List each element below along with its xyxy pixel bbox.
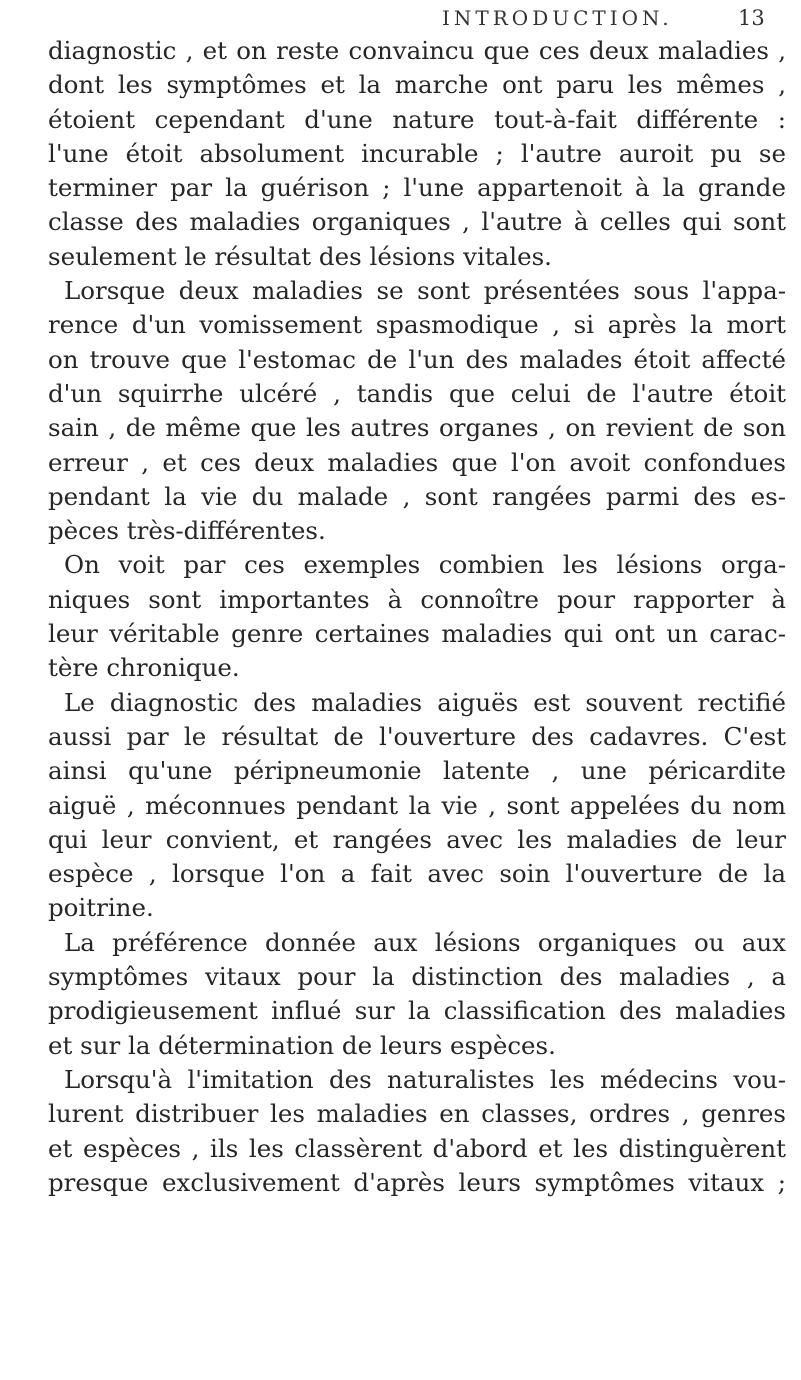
text-line: pendant la vie du malade , sont rangées parmi des es- — [48, 481, 786, 511]
text-line: espèce , lorsque l'on a fait avec soin l'ouverture de la — [48, 859, 786, 889]
text-line: erreur , et ces deux maladies que l'on avoit confondues — [48, 447, 786, 477]
text-line: classe des maladies organiques , l'autre à celles qui sont — [48, 207, 786, 237]
text-line: tère chronique. — [48, 653, 240, 683]
text-line: presque exclusivement d'après leurs symptômes vitaux ; — [48, 1167, 786, 1197]
text-line: On voit par ces exemples combien les lésions orga- — [64, 550, 786, 580]
text-line: Lorsque deux maladies se sont présentées sous l'appa- — [64, 276, 786, 306]
text-line: Lorsqu'à l'imitation des naturalistes les médecins vou- — [64, 1064, 786, 1094]
text-line: dont les symptômes et la marche ont paru les mêmes , — [48, 70, 786, 100]
running-title: INTRODUCTION. — [442, 6, 673, 30]
text-line: rence d'un vomissement spasmodique , si après la mort — [48, 310, 786, 340]
text-line: seulement le résultat des lésions vitales. — [48, 241, 552, 271]
text-line: on trouve que l'estomac de l'un des malades étoit affecté — [48, 344, 786, 374]
text-line: ainsi qu'une péripneumonie latente , une péricardite — [48, 756, 786, 786]
text-line: aussi par le résultat de l'ouverture des cadavres. C'est — [48, 721, 786, 751]
page-number: 13 — [738, 6, 765, 30]
text-line: diagnostic , et on reste convaincu que ces deux maladies , — [48, 36, 786, 65]
text-line: lurent distribuer les maladies en classes, ordres , genres — [48, 1099, 786, 1129]
text-line: Le diagnostic des maladies aiguës est souvent rectifié — [64, 687, 786, 717]
text-line: l'une étoit absolument incurable ; l'autre auroit pu se — [48, 138, 786, 168]
text-line: et espèces , ils les classèrent d'abord et les distinguèrent — [48, 1133, 786, 1163]
text-line: qui leur convient, et rangées avec les maladies de leur — [48, 824, 786, 854]
text-line: poitrine. — [48, 893, 154, 923]
body-text — [48, 34, 786, 1200]
text-line: terminer par la guérison ; l'une appartenoit à la grande — [48, 173, 786, 203]
text-line: et sur la détermination de leurs espèces. — [48, 1030, 556, 1060]
text-line: sain , de même que les autres organes , on revient de son — [48, 413, 786, 443]
text-line: symptômes vitaux pour la distinction des maladies , a — [48, 962, 786, 992]
running-head — [0, 2, 801, 34]
text-line: aiguë , méconnues pendant la vie , sont appelées du nom — [48, 790, 786, 820]
text-line: étoient cependant d'une nature tout-à-fait différente : — [48, 104, 786, 134]
text-line: prodigieusement influé sur la classification des maladies — [48, 996, 786, 1026]
text-line: leur véritable genre certaines maladies qui ont un carac- — [48, 619, 786, 649]
text-line: d'un squirrhe ulcéré , tandis que celui de l'autre étoit — [48, 378, 786, 408]
text-line: La préférence donnée aux lésions organiques ou aux — [64, 927, 786, 957]
text-line: niques sont importantes à connoître pour rapporter à — [48, 584, 786, 614]
text-line: pèces très-différentes. — [48, 516, 326, 546]
